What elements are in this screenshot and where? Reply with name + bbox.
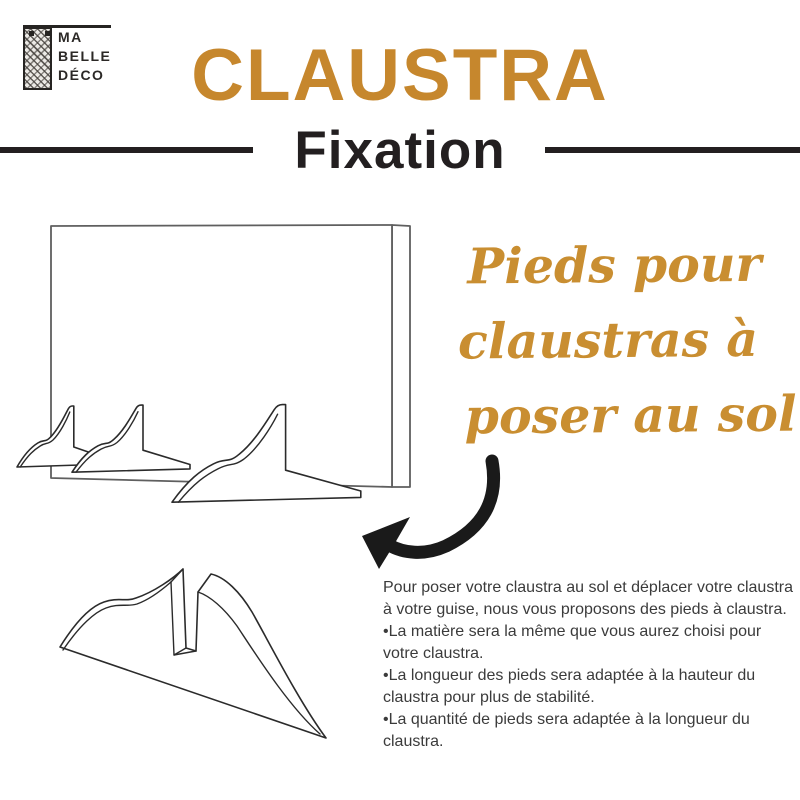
page-subtitle: Fixation — [294, 121, 506, 180]
callout-line-3: poser au sol — [464, 384, 797, 446]
callout-line-1: Pieds pour — [467, 234, 762, 296]
description-bullet-1: • La matière sera la même que vous aurez choisi pour votre claustra. — [383, 621, 797, 665]
description-bullet-2: • La longueur des pieds sera adaptée à la hauteur du claustra pour plus de stabilité. — [383, 665, 797, 709]
callout-line-2: claustras à — [457, 309, 759, 371]
brand-line-2: BELLE — [58, 48, 112, 64]
page-title: CLAUSTRA — [191, 35, 609, 116]
description-block — [383, 577, 797, 753]
foot-closeup-drawing — [60, 569, 326, 738]
description-bullet-3: • La quantité de pieds sera adaptée à la longueur du claustra. — [383, 709, 797, 753]
brand-line-1: MA — [58, 29, 83, 45]
description-intro: Pour poser votre claustra au sol et déplacer votre claustra à votre guise, nous vous proposons des pieds à claustra. — [383, 579, 793, 618]
brand-line-3: DÉCO — [58, 67, 105, 83]
